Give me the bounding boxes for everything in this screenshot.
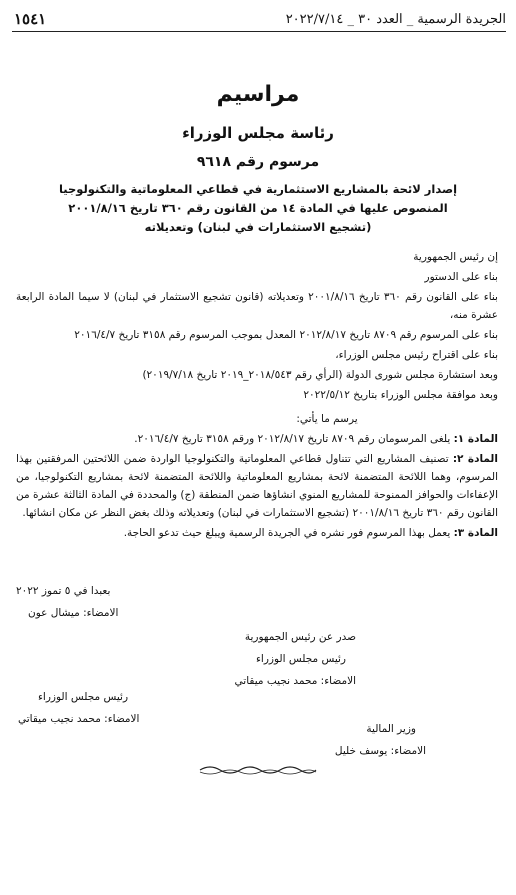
article — [16, 524, 498, 542]
article — [16, 450, 498, 522]
pm-signature: الامضاء: محمد نجيب ميقاتي — [234, 675, 356, 687]
subject-line: إصدار لائحة بالمشاريع الاستثمارية في قطاعي المعلوماتية والتكنولوجيا — [58, 182, 458, 196]
preamble-line: بناء على اقتراح رئيس مجلس الوزراء، — [335, 349, 498, 361]
article — [16, 430, 498, 448]
gazette-info: الجريدة الرسمية _ العدد ٣٠ _ ٢٠٢٢/٧/١٤ — [285, 11, 506, 27]
preamble-line: وبعد استشارة مجلس شورى الدولة (الرأي رقم ٢٠١٨/٥٤٣_٢٠١٩ تاريخ ٢٠١٩/٧/١٨) — [142, 369, 498, 381]
header-rule — [12, 31, 506, 32]
article-text: يعمل بهذا المرسوم فور نشره في الجريدة الرسمية ويبلغ حيث تدعو الحاجة. — [123, 527, 454, 539]
preamble-line: إن رئيس الجمهورية — [413, 251, 498, 263]
president-signature-block — [16, 580, 118, 624]
article-label: المادة ٢: — [452, 453, 498, 465]
article-text: يلغى المرسومان رقم ٨٧٠٩ تاريخ ٢٠١٢/٨/١٧ ورقم ٣١٥٨ تاريخ ٢٠١٦/٤/٧. — [134, 433, 454, 445]
pm-signature-2: الامضاء: محمد نجيب ميقاتي — [18, 713, 140, 725]
ornament-divider — [0, 763, 516, 781]
place-date: بعبدا في ٥ تموز ٢٠٢٢ — [16, 585, 111, 597]
finance-title: وزير المالية — [366, 723, 416, 735]
page-number: ١٥٤١ — [14, 10, 47, 28]
pm-signature-block — [18, 686, 139, 730]
preamble-line: وبعد موافقة مجلس الوزراء بتاريخ ٢٠٢٢/٥/١٢ — [303, 389, 498, 401]
preamble-line: بناء على الدستور — [424, 271, 498, 283]
issued-by-block — [235, 626, 356, 692]
ornament-icon — [198, 763, 318, 777]
section-title: مراسيم — [216, 82, 300, 107]
issuer-title: رئاسة مجلس الوزراء — [182, 124, 334, 142]
subject-line: (تشجيع الاستثمارات في لبنان) وتعديلاته — [144, 220, 372, 234]
decree-subject — [20, 180, 496, 237]
preamble-line: بناء على القانون رقم ٣٦٠ تاريخ ٢٠٠١/٨/١٦ وتعديلاته (قانون تشجيع الاستثمار في لبنان) لا سيما المادة الرابعة عشرة منه، — [16, 291, 498, 321]
article-text: تصنيف المشاريع التي تتناول قطاعي المعلوماتية والتكنولوجيا الواردة ضمن اللائحتين المرفقتين بهذا المرسوم، وهما اللائحة المتضمنة لائحة بمشاريع المعلوماتية واللائحة المتضمنة لائحة بمشاريع التكنولوجيا، من الإعفاءات والحوافز الممنوحة للمشاريع المنوي انشاؤها ضمن المنطقة (ج) والمحددة في المادة الثالثة عشرة من القانون رقم ٣٦٠ تاريخ ٢٠٠١/٨/١٦ (تشجيع الاستثمارات في لبنان) وتعديلاته وذلك بغض النظر عن مكان انشائها. — [16, 453, 498, 519]
finance-signature-block — [335, 718, 426, 762]
finance-signature: الامضاء: يوسف خليل — [334, 745, 426, 757]
issued-by: صدر عن رئيس الجمهورية — [244, 631, 356, 643]
preamble-line: بناء على المرسوم رقم ٨٧٠٩ تاريخ ٢٠١٢/٨/١٧ المعدل بموجب المرسوم رقم ٣١٥٨ تاريخ ٢٠١٦/٤/٧ — [74, 329, 498, 341]
article-label: المادة ١: — [453, 433, 498, 445]
pm-title: رئيس مجلس الوزراء — [255, 653, 346, 665]
president-signature: الامضاء: ميشال عون — [28, 607, 119, 619]
decree-body — [16, 248, 498, 542]
pm-title-2: رئيس مجلس الوزراء — [38, 691, 129, 703]
page-header — [14, 8, 506, 30]
article-label: المادة ٣: — [453, 527, 498, 539]
decrees-line: يرسم ما يأتي: — [296, 413, 358, 425]
decree-number: مرسوم رقم ٩٦١٨ — [196, 154, 320, 170]
subject-line: المنصوص عليها في المادة ١٤ من القانون رقم ٣٦٠ تاريخ ٢٠٠١/٨/١٦ — [68, 201, 448, 215]
